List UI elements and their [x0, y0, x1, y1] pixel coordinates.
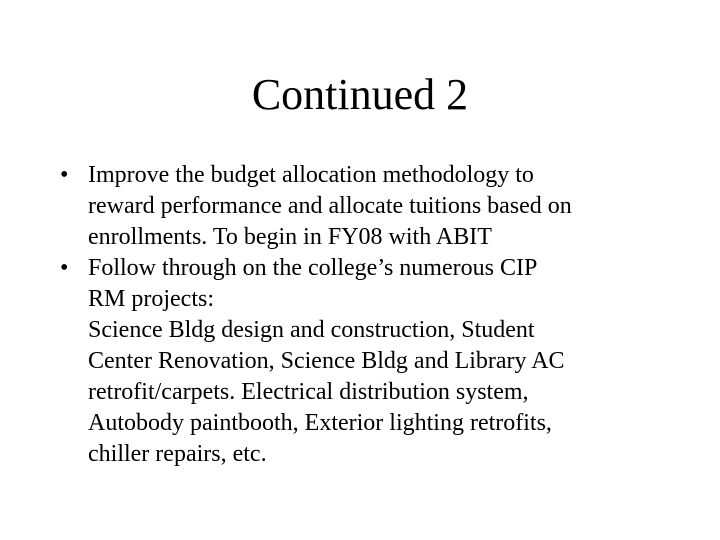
- bullet-list: [58, 160, 678, 470]
- slide-title: Continued 2: [251, 70, 469, 119]
- bullet-1-line-1: Improve the budget allocation methodology to: [88, 162, 534, 188]
- detail-line-5: chiller repairs, etc.: [88, 441, 267, 467]
- detail-line-2: Center Renovation, Science Bldg and Library AC: [88, 348, 565, 374]
- bullet-1-line-2: reward performance and allocate tuitions based on: [88, 193, 572, 219]
- detail-line-4: Autobody paintbooth, Exterior lighting retrofits,: [88, 410, 552, 436]
- bullet-item-2: [58, 253, 678, 315]
- bullet-2-line-2: RM projects:: [88, 286, 214, 312]
- detail-line-3: retrofit/carpets. Electrical distribution system,: [88, 379, 529, 405]
- bullet-dot-icon: •: [60, 162, 69, 188]
- bullet-1-line-3: enrollments. To begin in FY08 with ABIT: [88, 224, 492, 250]
- bullet-2-detail: [58, 315, 678, 470]
- bullet-dot-icon: •: [60, 255, 69, 281]
- bullet-item-1: [58, 160, 678, 253]
- bullet-2-line-1: Follow through on the college’s numerous CIP: [88, 255, 538, 281]
- detail-line-1: Science Bldg design and construction, Student: [88, 317, 535, 343]
